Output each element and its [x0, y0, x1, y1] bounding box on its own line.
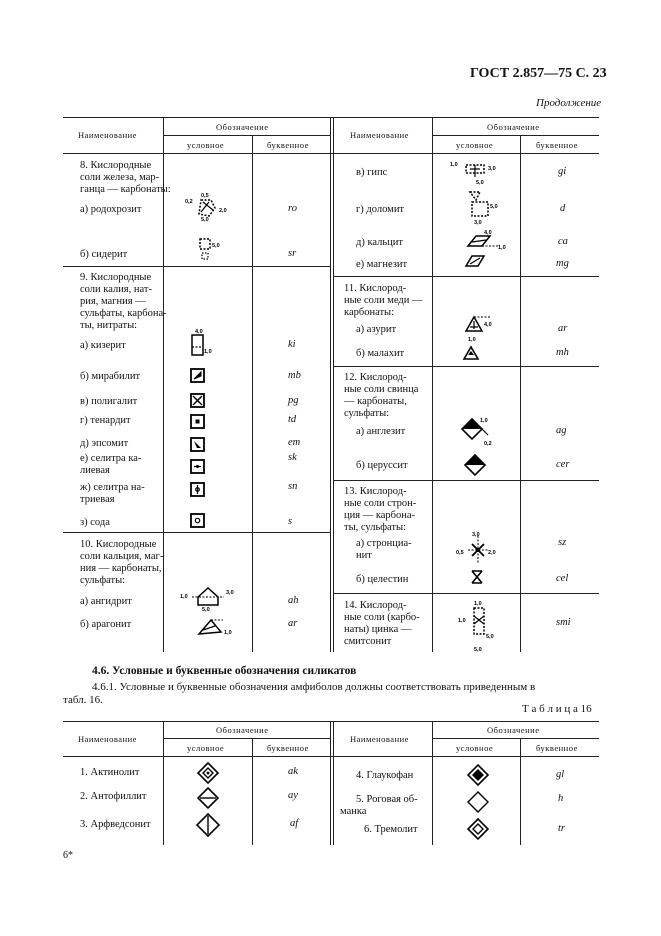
- t16-arfvedsonite-code: af: [290, 818, 299, 829]
- t16-hornblende-name1: 5. Роговая об-: [356, 794, 418, 805]
- group-11-line1: 11. Кислород-: [344, 283, 407, 294]
- anthophyllite-symbol: [197, 787, 219, 809]
- dolomite-symbol: [462, 184, 506, 226]
- rhodochrosite-label-02: 0,2: [185, 199, 193, 205]
- page-title: ГОСТ 2.857—75 С. 23: [470, 66, 607, 81]
- t16-header-letter-left: буквенное: [267, 743, 309, 753]
- header-conventional-left: условное: [187, 140, 225, 150]
- mineral-anglesite-name: а) англезит: [356, 426, 406, 437]
- mineral-potassium-nitre-name2: лиевая: [80, 465, 110, 476]
- group-10-line2: соли кальция, маг-: [80, 551, 164, 562]
- mineral-calcite-code: ca: [558, 236, 568, 247]
- t16-header-conventional-left: условное: [187, 743, 225, 753]
- mineral-potassium-nitre-code: sk: [288, 452, 297, 463]
- actinolite-symbol: [197, 762, 219, 784]
- mineral-strontianite-name1: а) стронциа-: [356, 538, 412, 549]
- mineral-celestine-name: б) целестин: [356, 574, 409, 585]
- mineral-azurite-name: а) азурит: [356, 324, 397, 335]
- header-letter-right: буквенное: [536, 140, 578, 150]
- t16-header-letter-right: буквенное: [536, 743, 578, 753]
- t16-tremolite-name: 6. Тремолит: [364, 824, 418, 835]
- mineral-dolomite-code: d: [560, 203, 566, 214]
- strontianite-label-05: 0,5: [456, 550, 464, 556]
- thenardite-symbol: [190, 414, 206, 430]
- mineral-soda-nitre-name1: ж) селитра на-: [80, 482, 145, 493]
- anglesite-symbol: [460, 415, 500, 451]
- section-paragraph-line1: 4.6.1. Условные и буквенные обозначения амфиболов должны соответствовать приведенным в: [92, 681, 536, 693]
- mineral-anglesite-code: ag: [556, 425, 567, 436]
- mineral-gypsum-name: в) гипс: [356, 167, 388, 178]
- anglesite-label-02: 0,2: [484, 441, 492, 447]
- mineral-cerussite-name: б) церуссит: [356, 460, 408, 471]
- group-9-line5: ты, нитраты:: [80, 320, 138, 331]
- celestine-symbol: [470, 569, 484, 585]
- azurite-symbol: [462, 313, 502, 343]
- mineral-mirabilite-name: б) мирабилит: [80, 371, 141, 382]
- group-14-line4: смитсонит: [344, 636, 392, 647]
- mineral-smithsonite-code: smi: [556, 617, 571, 628]
- kieserite-label-40: 4,0: [195, 329, 203, 335]
- group-12-line2: ные соли свинца: [344, 384, 419, 395]
- strontianite-label-30: 3,0: [472, 532, 480, 538]
- mineral-strontianite-name2: нит: [356, 550, 372, 561]
- group-10-line3: ния — карбонаты,: [80, 563, 162, 574]
- t16-hornblende-name2: манка: [340, 806, 367, 817]
- mineral-polyhalite-name: в) полигалит: [80, 396, 138, 407]
- group-14-line2: ные соли (карбо-: [344, 612, 420, 623]
- mineral-azurite-code: ar: [558, 323, 568, 334]
- aragonite-label-10: 1,0: [224, 630, 232, 636]
- t16-glaucophane-code: gl: [556, 769, 565, 780]
- calcite-symbol: [462, 228, 508, 252]
- anhydrite-label-10: 1,0: [180, 594, 188, 600]
- smithsonite-label-10: 1,0: [474, 601, 482, 607]
- calcite-label-40: 4,0: [484, 230, 492, 236]
- group-8-line3: ганца — карбонаты:: [80, 184, 171, 195]
- header-name-left: Наименование: [78, 130, 137, 140]
- group-13-line1: 13. Кислород-: [344, 486, 407, 497]
- mineral-magnesite-name: е) магнезит: [356, 259, 408, 270]
- mineral-rhodochrosite-name: а) родохрозит: [80, 204, 142, 215]
- hornblende-symbol: [467, 791, 489, 813]
- header-conventional-right: условное: [456, 140, 494, 150]
- group-9-line1: 9. Кислородные: [80, 272, 152, 283]
- epsomite-symbol: [190, 437, 206, 453]
- siderite-symbol: [196, 235, 228, 263]
- t16-header-name-left: Наименование: [78, 734, 137, 744]
- mineral-kieserite-name: а) кизерит: [80, 340, 126, 351]
- mineral-epsomite-code: em: [288, 437, 301, 448]
- potassium-nitre-symbol: [190, 459, 206, 475]
- magnesite-symbol: [464, 254, 486, 268]
- mineral-epsomite-name: д) эпсомит: [80, 438, 129, 449]
- t16-arfvedsonite-name: 3. Арфведсонит: [80, 819, 151, 830]
- soda-nitre-symbol: [190, 482, 206, 498]
- mineral-celestine-code: cel: [556, 573, 569, 584]
- anhydrite-symbol: [178, 583, 240, 611]
- group-10-line1: 10. Кислородные: [80, 539, 157, 550]
- group-11-line2: ные соли меди —: [344, 295, 423, 306]
- cerussite-symbol: [464, 454, 486, 476]
- mineral-calcite-name: д) кальцит: [356, 237, 404, 248]
- t16-hornblende-code: h: [558, 793, 564, 804]
- polyhalite-symbol: [190, 393, 206, 409]
- footer-mark: 6*: [63, 850, 73, 861]
- group-8-line2: соли железа, мар-: [80, 172, 160, 183]
- rhodochrosite-label-05: 0,5: [201, 193, 209, 199]
- strontianite-label-20: 2,0: [488, 550, 496, 556]
- smithsonite-symbol: [456, 598, 500, 654]
- mineral-polyhalite-code: pg: [288, 395, 299, 406]
- t16-tremolite-code: tr: [558, 823, 566, 834]
- t16-glaucophane-name: 4. Глаукофан: [356, 770, 414, 781]
- soda-symbol: [190, 513, 206, 529]
- group-12-line3: — карбонаты,: [344, 396, 407, 407]
- mineral-dolomite-name: г) доломит: [356, 204, 405, 215]
- anhydrite-label-50: 5,0: [202, 607, 210, 613]
- kieserite-label-10: 1,0: [204, 349, 212, 355]
- group-13-line3: ция — карбона-: [344, 510, 416, 521]
- header-name-right: Наименование: [350, 130, 409, 140]
- header-letter-left: буквенное: [267, 140, 309, 150]
- group-8-line1: 8. Кислородные: [80, 160, 152, 171]
- t16-header-conventional-right: условное: [456, 743, 494, 753]
- table-16-label: Т а б л и ц а 16: [522, 703, 592, 715]
- anglesite-label-10: 1,0: [480, 418, 488, 424]
- gypsum-label-10: 1,0: [450, 162, 458, 168]
- mineral-kieserite-code: ki: [288, 339, 296, 350]
- group-11-line3: карбонаты:: [344, 307, 395, 318]
- mirabilite-symbol: [190, 368, 206, 384]
- aragonite-symbol: [193, 612, 241, 638]
- t16-header-designation-left: Обозначение: [216, 725, 269, 735]
- group-12-line1: 12. Кислород-: [344, 372, 407, 383]
- group-9-line3: рия, магния —: [80, 296, 146, 307]
- group-12-line4: сульфаты:: [344, 408, 390, 419]
- group-9-line4: сульфаты, карбона-: [80, 308, 167, 319]
- siderite-label-50: 5,0: [212, 243, 220, 249]
- smithsonite-label-50: 5,0: [486, 634, 494, 640]
- mineral-siderite-name: б) сидерит: [80, 249, 128, 260]
- mineral-malachite-name: б) малахит: [356, 348, 405, 359]
- header-designation-left: Обозначение: [216, 122, 269, 132]
- mineral-anhydrite-name: а) ангидрит: [80, 596, 132, 607]
- glaucophane-symbol: [467, 764, 489, 786]
- rhodochrosite-label-20: 2,0: [219, 208, 227, 214]
- section-paragraph-line2: табл. 16.: [63, 694, 103, 706]
- group-9-line2: соли калия, нат-: [80, 284, 152, 295]
- mineral-potassium-nitre-name1: е) селитра ка-: [80, 453, 142, 464]
- mineral-aragonite-name: б) арагонит: [80, 619, 132, 630]
- smithsonite-label-50b: 5,0: [474, 647, 482, 653]
- smithsonite-label-10b: 1,0: [458, 618, 466, 624]
- group-14-line1: 14. Кислород-: [344, 600, 407, 611]
- rhodochrosite-label-50: 5,0: [201, 217, 209, 223]
- mineral-cerussite-code: cer: [556, 459, 570, 470]
- mineral-siderite-code: sr: [288, 248, 297, 259]
- t16-anthophyllite-code: ay: [288, 790, 298, 801]
- mineral-malachite-code: mh: [556, 347, 569, 358]
- dolomite-label-30: 3,0: [474, 220, 482, 226]
- calcite-label-10: 1,0: [498, 245, 506, 251]
- rhodochrosite-symbol: [183, 190, 233, 222]
- mineral-gypsum-code: gi: [558, 166, 567, 177]
- t16-actinolite-code: ak: [288, 766, 298, 777]
- continuation-label: Продолжение: [536, 97, 602, 109]
- mineral-rhodochrosite-code: ro: [288, 203, 297, 214]
- group-13-line2: ные соли строн-: [344, 498, 417, 509]
- mineral-soda-nitre-name2: триевая: [80, 494, 115, 505]
- mineral-strontianite-code: sz: [558, 537, 567, 548]
- tremolite-symbol: [467, 818, 489, 840]
- gypsum-label-50: 5,0: [476, 180, 484, 186]
- t16-actinolite-name: 1. Актинолит: [80, 767, 140, 778]
- arfvedsonite-symbol: [196, 813, 220, 837]
- t16-header-name-right: Наименование: [350, 734, 409, 744]
- t16-anthophyllite-name: 2. Антофиллит: [80, 791, 147, 802]
- mineral-magnesite-code: mg: [556, 258, 569, 269]
- gypsum-label-30: 3,0: [488, 166, 496, 172]
- strontianite-symbol: [454, 530, 500, 568]
- dolomite-label-50: 5,0: [490, 204, 498, 210]
- azurite-label-10: 1,0: [468, 337, 476, 343]
- mineral-mirabilite-code: mb: [288, 370, 301, 381]
- gypsum-symbol: [448, 157, 508, 185]
- mineral-anhydrite-code: ah: [288, 595, 299, 606]
- mineral-soda-code: s: [288, 516, 293, 527]
- group-13-line4: ты, сульфаты:: [344, 522, 406, 533]
- mineral-aragonite-code: ar: [288, 618, 298, 629]
- section-title: 4.6. Условные и буквенные обозначения силикатов: [92, 665, 357, 677]
- kieserite-symbol: [188, 327, 228, 359]
- anhydrite-label-30: 3,0: [226, 590, 234, 596]
- group-14-line3: наты) цинка —: [344, 624, 412, 635]
- t16-header-designation-right: Обозначение: [487, 725, 540, 735]
- mineral-thenardite-name: г) тенардит: [80, 415, 131, 426]
- azurite-label-40: 4,0: [484, 322, 492, 328]
- mineral-soda-name: з) сода: [80, 517, 110, 528]
- mineral-soda-nitre-code: sn: [288, 481, 298, 492]
- header-designation-right: Обозначение: [487, 122, 540, 132]
- malachite-symbol: [462, 345, 480, 361]
- mineral-thenardite-code: td: [288, 414, 297, 425]
- group-10-line4: сульфаты:: [80, 575, 126, 586]
